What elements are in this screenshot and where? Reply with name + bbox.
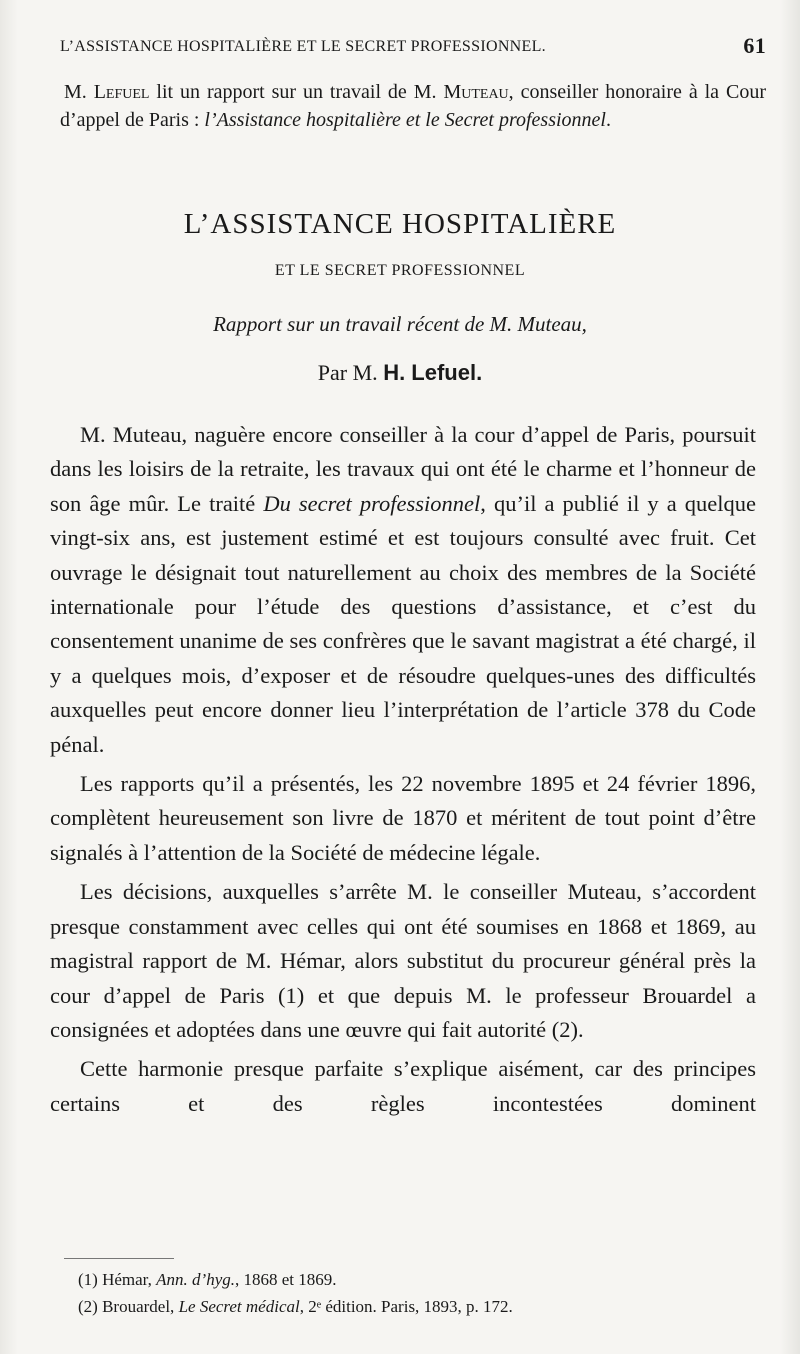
intro-name-muteau: Muteau (443, 81, 509, 103)
footnote-1 (78, 1266, 758, 1293)
footnote-divider (64, 1258, 174, 1259)
report-line: Rapport sur un travail récent de M. Muteau, (213, 312, 587, 336)
footnote-work: Ann. d’hyg. (156, 1270, 235, 1289)
intro-name-lefuel: Lefuel (93, 81, 150, 103)
intro-text: , conseiller honoraire à la Cour d’appel de Paris : (60, 81, 766, 131)
footnote-author: Hémar, (97, 1270, 157, 1289)
body-paragraph-2: Les rapports qu’il a présentés, les 22 novembre 1895 et 24 février 1896, complètent heureusement son livre de 1870 et méritent de tout point d’être signalés à l’attention de la Société de médecine légale. (50, 771, 756, 865)
footnote-mark: (2) (78, 1297, 98, 1316)
byline-prefix: Par M. (317, 360, 384, 385)
article-subtitle: ET LE SECRET PROFESSIONNEL (274, 262, 526, 279)
footnote-mark: (1) (78, 1270, 98, 1289)
body-paragraph-4: Cette harmonie presque parfaite s’explique aisément, car des principes certains et des règles incontestées dominent (50, 1056, 756, 1116)
footnotes (78, 1266, 758, 1320)
footnote-rest: , 1868 et 1869. (235, 1270, 337, 1289)
intro-text: . (606, 109, 611, 131)
body-text: M. Muteau, naguère encore conseiller à la cour d’appel de Paris, poursuit dans les loisirs de la retraite, les travaux qui ont été le charme et l’honneur de son âge mûr. Le traité (50, 422, 756, 516)
article-body (50, 418, 756, 1126)
footnote-author: Brouardel, (97, 1297, 179, 1316)
footnote-rest: , 2ᵉ édition. Paris, 1893, p. 172. (299, 1297, 513, 1316)
running-head-title: L’ASSISTANCE HOSPITALIÈRE ET LE SECRET PROFESSIONNEL. (60, 38, 546, 55)
intro-text: lit un rapport sur un travail de M. (149, 81, 444, 103)
intro-text: M. (64, 81, 94, 103)
body-text: , qu’il a publié il y a quelque vingt-six ans, est justement estimé et est toujours consulté avec fruit. Cet ouvrage le désignait tout naturellement au choix des membres de la Société internationale pour l’étude des questions d’assistance, et c’est du consentement unanime de ses confrères que le savant magistrat a été chargé, il y a quelques mois, d’exposer et de résoudre quelques-unes des difficultés auxquelles peut encore donner lieu l’interprétation de l’article 378 du Code pénal. (50, 490, 756, 757)
footnote-work: Le Secret médical (178, 1297, 300, 1316)
body-paragraph-1 (50, 418, 756, 762)
page-number: 61 (743, 33, 766, 58)
footnote-2 (78, 1293, 758, 1320)
byline (0, 360, 800, 386)
byline-author: H. Lefuel. (383, 360, 483, 385)
book-title: Du secret professionnel (263, 490, 481, 516)
intro-paragraph (60, 78, 766, 134)
intro-work-title: l’Assistance hospitalière et le Secret professionnel (204, 109, 606, 131)
body-paragraph-3: Les décisions, auxquelles s’arrête M. le conseiller Muteau, s’accordent presque constamment avec celles qui ont été soumises en 1868 et 1869, au magistral rapport de M. Hémar, alors substitut du procureur général près la cour d’appel de Paris (1) et que depuis M. le professeur Brouardel a consignées et adoptées dans une œuvre qui fait autorité (2). (50, 879, 756, 1042)
article-title: L’ASSISTANCE HOSPITALIÈRE (183, 208, 617, 240)
